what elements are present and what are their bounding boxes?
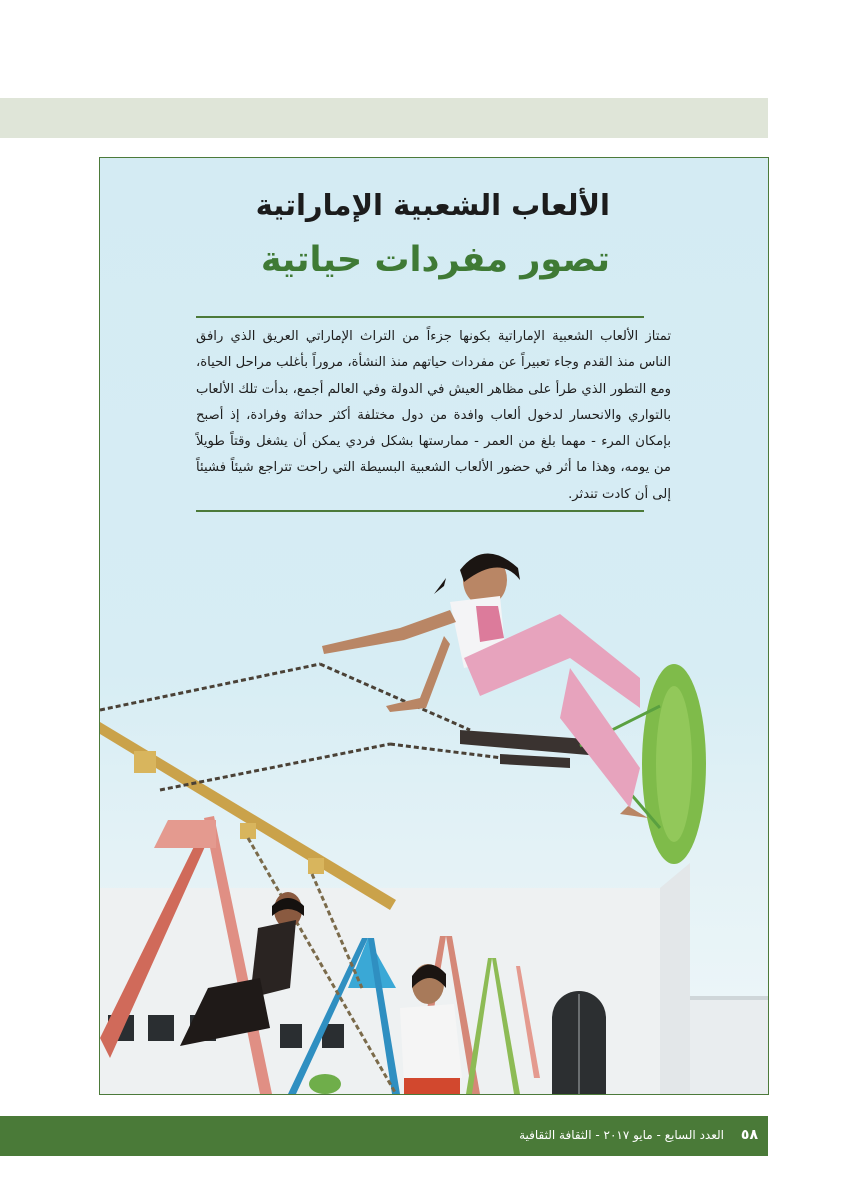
header-band	[0, 98, 768, 138]
page-number: ٥٨	[740, 1127, 758, 1143]
article-title: الألعاب الشعبية الإماراتية	[255, 188, 610, 222]
divider-bottom	[196, 510, 644, 512]
footer-bar	[0, 1116, 768, 1156]
divider-top	[196, 316, 644, 318]
issue-info: العدد السابع - مايو ٢٠١٧ - الثقافة الثقافية	[519, 1128, 724, 1142]
article-subtitle: تصور مفردات حياتية	[260, 240, 610, 280]
article-intro: تمتاز الألعاب الشعبية الإماراتية بكونها جزءاً من التراث الإماراتي العريق الذي رافق الناس منذ القدم وجاء تعبيراً عن مفردات حياتهم منذ النشأة، مروراً بأغلب مراحل الحياة، ومع التطور الذي طرأ على مظاهر العيش في الدولة وفي العالم أجمع، بدأت تلك الألعاب بالتواري والانحسار لدخول ألعاب وافدة من دول مختلفة أكثر حداثة وفرادة، إذ أصبح بإمكان المرء - مهما بلغ من العمر - ممارستها بشكل فردي يمكن أن يشغل وقتاً طويلاً من يومه، وهذا ما أثر في حضور الألعاب الشعبية البسيطة التي راحت تتراجع شيئاً فشيئاً إلى أن كادت تندثر.	[196, 329, 671, 502]
article-frame	[99, 157, 769, 1095]
playground-photo	[100, 518, 768, 1094]
